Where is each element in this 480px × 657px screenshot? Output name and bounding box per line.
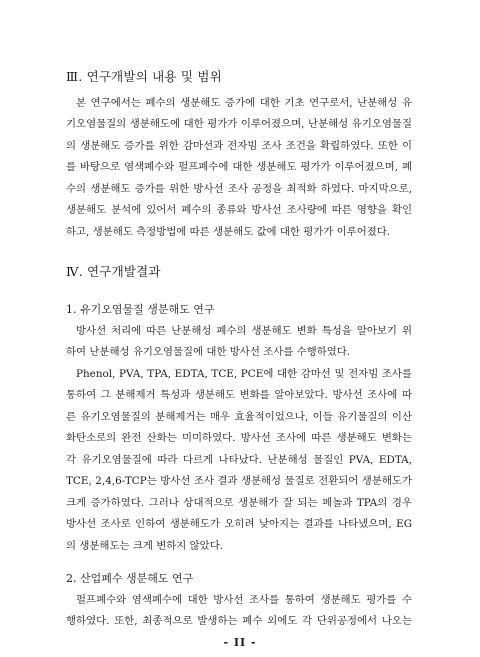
subsection-1-line: 화탄소로의 완전 산화는 미미하였다. 방사선 조사에 따른 생분해도 변화는: [66, 432, 412, 444]
section-3-line: 본 연구에서는 폐수의 생분해도 증가에 대한 기초 연구로서, 난분해성 유: [76, 97, 412, 109]
section-3-line: 생분해도 분석에 있어서 폐수의 종류와 방사선 조사량에 따른 영향을 확인: [66, 204, 412, 216]
section-4-heading: Ⅳ. 연구개발결과: [66, 264, 161, 279]
section-3-line: 를 바탕으로 염색폐수와 펄프폐수에 대한 생분해도 평가가 이루어졌으며, 폐: [66, 161, 412, 173]
section-3-line: 하고, 생분해도 측정방법에 따른 생분해도 값에 대한 평가가 이루어졌다.: [66, 226, 391, 238]
subsection-2-heading: 2. 산업폐수 생분해도 연구: [66, 572, 194, 585]
subsection-2-line: 행하였다. 또한, 최종적으로 발생하는 폐수 외에도 각 단위공정에서 나오는: [66, 615, 412, 627]
section-3-heading: Ⅲ. 연구개발의 내용 및 범위: [66, 69, 222, 84]
subsection-1-heading: 1. 유기오염물질 생분해도 연구: [66, 303, 215, 316]
subsection-1-line: Phenol, PVA, TPA, EDTA, TCE, PCE에 대한 감마선 및 전자빔 조사를: [76, 368, 412, 380]
subsection-1-line: 하여 난분해성 유기오염물질에 대한 방사선 조사를 수행하였다.: [66, 346, 351, 358]
section-3-line: 수의 생분해도 증가를 위한 방사선 조사 공정을 최적화 하였다. 마지막으로,: [66, 183, 412, 195]
section-3-line: 의 생분해도 증가를 위한 감마선과 전자빔 조사 조건을 확립하였다. 또한 이: [66, 140, 412, 152]
subsection-1-line: 크게 증가하였다. 그러나 상대적으로 생분해가 잘 되는 페놀과 TPA의 경우: [66, 497, 412, 509]
section-3-line: 기오염물질의 생분해도에 대한 평가가 이루어졌으며, 난분해성 유기오염물질: [66, 118, 412, 130]
subsection-2-line: 펄프폐수와 염색폐수에 대한 방사선 조사를 통하여 생분해도 평가를 수: [76, 594, 412, 606]
subsection-1-line: 의 생분해도는 크게 변하지 않았다.: [66, 540, 224, 552]
subsection-1-line: 른 유기오염물질의 분해제거는 매우 효율적이었으나, 이들 유기물질의 이산: [66, 411, 412, 423]
subsection-1-line: 방사선 처리에 따른 난분해성 폐수의 생분해도 변화 특성을 알아보기 위: [76, 325, 412, 337]
subsection-1-line: 통하여 그 분해제거 특성과 생분해도 변화를 알아보았다. 방사선 조사에 따: [66, 389, 412, 401]
subsection-1-line: 방사선 조사로 인하여 생분해도가 오히려 낮아지는 결과를 나타냈으며, EG: [66, 518, 412, 530]
page-number: - II -: [223, 636, 257, 649]
subsection-1-line: 각 유기오염물질에 따라 다르게 나타났다. 난분해성 물질인 PVA, EDTA,: [66, 454, 412, 466]
subsection-1-line: TCE, 2,4,6-TCP는 방사선 조사 결과 생분해성 물질로 전환되어 생분해도가: [66, 475, 412, 487]
